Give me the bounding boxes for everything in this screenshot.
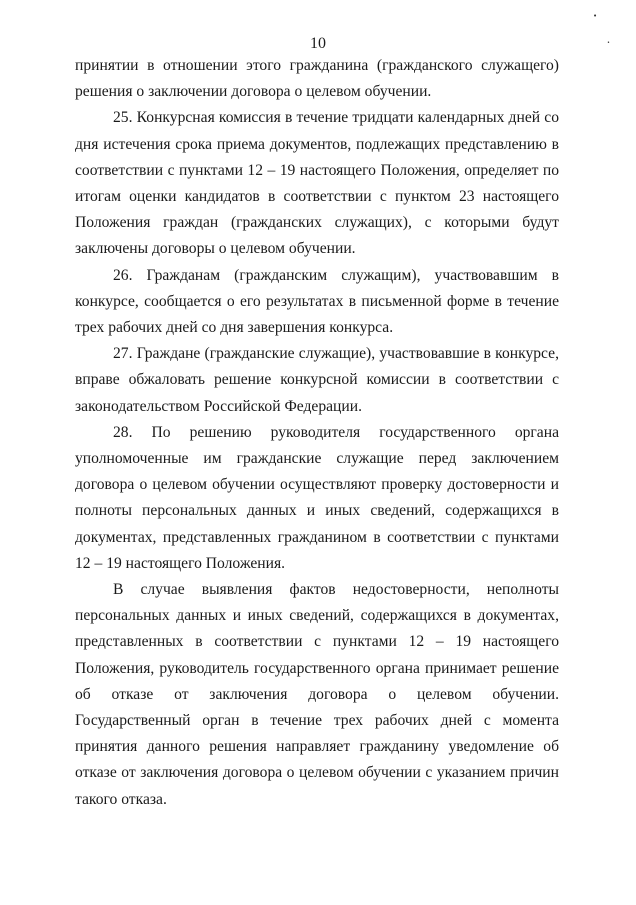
paragraph-28-continued: В случае выявления фактов недостоверности, неполноты персональных данных и иных сведений, содержащихся в документах, представленных в соответствии с пунктами 12 – 19 настоящего Положения, руководитель государственного органа принимает решение об отказе от заключения договора о целевом обучении. Государственный орган в течение трех рабочих дней с момента принятия данного решения направляет гражданину уведомление об отказе от заключения договора о целевом обучении с указанием причин такого отказа. xyxy=(75,581,559,808)
paragraph-27: 27. Граждане (гражданские служащие), участвовавшие в конкурсе, вправе обжаловать решение конкурсной комиссии в соответствии с законодательством Российской Федерации. xyxy=(75,345,559,415)
paragraph-28: 28. По решению руководителя государственного органа уполномоченные им гражданские служащие перед заключением договора о целевом обучении осуществляют проверку достоверности и полноты персональных данных и иных сведений, содержащихся в документах, представленных гражданином в соответствии с пунктами 12 – 19 настоящего Положения. xyxy=(75,423,559,572)
page-number: 10 xyxy=(310,35,326,52)
paragraph-continuation: принятии в отношении этого гражданина (гражданского служащего) решения о заключении договора о целевом обучении. xyxy=(75,57,559,101)
scan-speck: • xyxy=(607,40,610,46)
paragraph-25: 25. Конкурсная комиссия в течение тридцати календарных дней со дня истечения срока приема документов, подлежащих представлению в соответствии с пунктами 12 – 19 настоящего Положения, определяет по итогам оценки кандидатов в соответствии с пунктом 23 настоящего Положения граждан (гражданских служащих), с которыми будут заключены договоры о целевом обучении. xyxy=(75,109,559,258)
paragraph-26: 26. Гражданам (гражданским служащим), участвовавшим в конкурсе, сообщается о его результатах в письменной форме в течение трех рабочих дней со дня завершения конкурса. xyxy=(75,266,559,337)
scan-speck: • xyxy=(593,12,598,20)
document-body xyxy=(75,53,559,813)
